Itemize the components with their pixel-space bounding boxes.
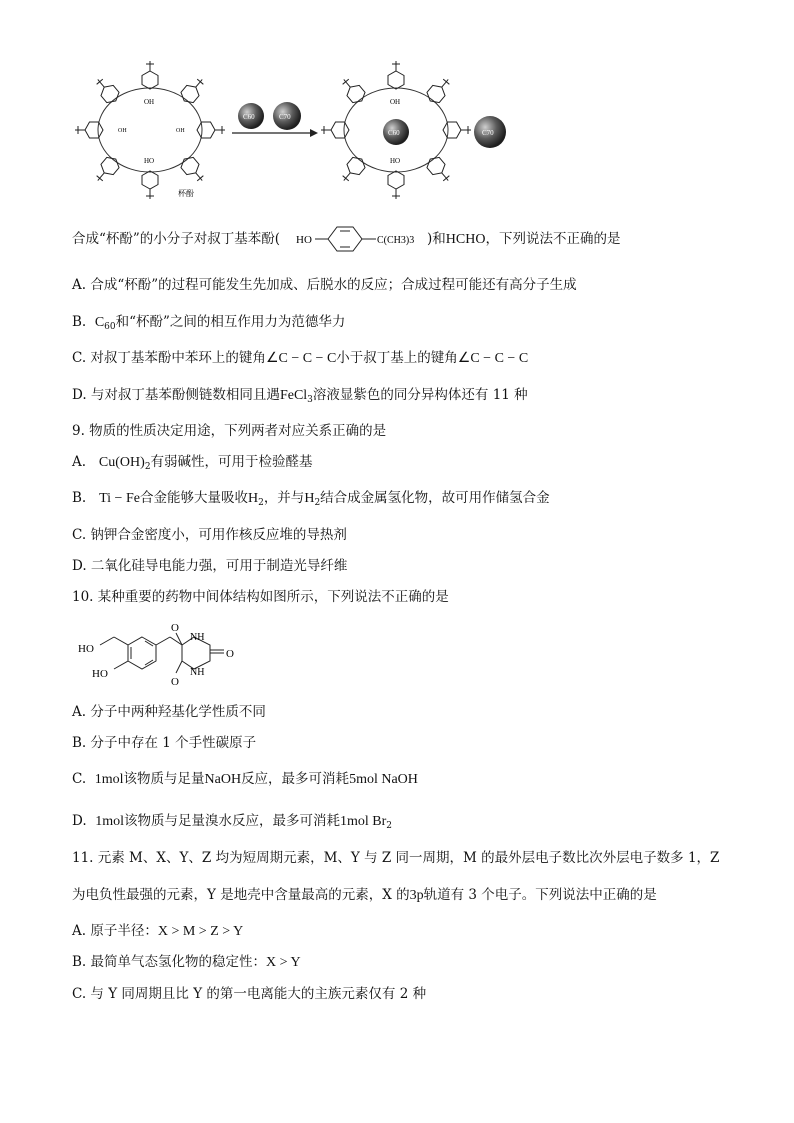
intro-suffix-b: ，下列说法不正确的是	[485, 231, 621, 247]
tife-alloy: Ti − Fe	[99, 491, 140, 506]
mol-o: O	[171, 622, 179, 634]
bond-angle: ∠C − C − C	[265, 351, 337, 366]
mol-nh: NH	[190, 667, 205, 678]
q11-option-a	[72, 922, 243, 941]
oh-label: OH	[118, 128, 127, 134]
mol-nh: NH	[190, 632, 205, 643]
ho-label: HO	[390, 157, 401, 165]
q11-option-c: C. 与 Y 同周期且比 Y 的第一电离能大的主族元素仅有 2 种	[72, 986, 427, 1002]
mol-unit: 1mol	[94, 772, 124, 787]
option-letter: B.	[72, 490, 87, 506]
option-text: 有弱碱性，可用于检验醛基	[150, 454, 313, 470]
c60-label: C60	[243, 113, 255, 121]
subscript: 2	[258, 498, 264, 508]
c70-label: C70	[279, 113, 291, 121]
h2-formula: H	[247, 491, 259, 506]
option-letter: C.	[72, 771, 87, 787]
bond-angle: ∠C − C − C	[457, 351, 529, 366]
calixarene-left	[75, 61, 225, 199]
option-text: 小于叔丁基上的键角	[336, 350, 458, 366]
q9-stem: 9. 物质的性质决定用途，下列两者对应关系正确的是	[72, 423, 387, 439]
subscript: 60	[104, 322, 116, 332]
oh-label: OH	[144, 98, 155, 106]
stem-text: 轨道有 3 个电子。下列说法中正确的是	[423, 887, 657, 903]
naoh-amount: 5mol NaOH	[349, 772, 418, 787]
option-text: 结合成金属氢化物，故可用作储氢合金	[320, 490, 550, 506]
q10-molecule	[72, 615, 252, 695]
q9-option-a	[72, 453, 313, 472]
arrow-head	[310, 129, 318, 137]
q8-option-c	[72, 349, 528, 368]
struct-tbu: C(CH3)3	[377, 235, 415, 246]
option-text: D. 与对叔丁基苯酚侧链数相同且遇	[72, 387, 280, 403]
q9-option-b	[72, 489, 550, 508]
option-text: 和“杯酚”之间的相互作用力为范德华力	[115, 314, 346, 330]
hcho: HCHO	[445, 232, 486, 247]
mol-unit: 1mol	[95, 814, 125, 829]
subscript: 3	[307, 395, 313, 405]
q10-option-b: B. 分子中存在 1 个手性碳原子	[72, 735, 257, 751]
calixarene-figure	[0, 0, 794, 215]
q10-option-c	[72, 770, 418, 789]
subscript: 2	[314, 498, 321, 508]
option-text: ，并与	[263, 490, 305, 506]
subscript: 2	[386, 821, 393, 831]
q8-option-b	[72, 313, 345, 332]
option-text: 该物质与足量溴水反应，最多可消耗	[124, 813, 341, 829]
option-text: 反应，最多可消耗	[241, 771, 350, 787]
intro-line	[72, 230, 280, 248]
h2-formula: H	[304, 491, 315, 506]
fecl3-formula: FeCl	[279, 388, 308, 403]
intro-prefix: 合成“杯酚”的小分子对叔丁基苯酚(	[72, 231, 281, 247]
mol-ho: HO	[92, 668, 108, 680]
mol-o: O	[171, 676, 179, 688]
cuoh2-formula: Cu(OH)	[98, 455, 145, 470]
stability-relation: X > Y	[266, 955, 301, 970]
oh-label: OH	[390, 98, 401, 106]
calix-label: 杯酚	[178, 189, 194, 198]
option-text: 合金能够大量吸收	[139, 490, 248, 506]
option-text: 该物质与足量	[123, 771, 205, 787]
option-text: 溶液显紫色的同分异构体还有 11 种	[312, 387, 528, 403]
option-text: A. 原子半径：	[72, 923, 158, 939]
c60-formula: C	[94, 315, 105, 330]
q10-stem: 10. 某种重要的药物中间体结构如图所示，下列说法不正确的是	[72, 589, 449, 605]
q8-option-a: A. 合成“杯酚”的过程可能发生先加成、后脱水的反应；合成过程可能还有高分子生成	[72, 277, 577, 293]
q8-option-d	[72, 386, 528, 405]
option-text: C. 对叔丁基苯酚中苯环上的键角	[72, 350, 266, 366]
q9-option-d: D. 二氧化硅导电能力强，可用于制造光导纤维	[72, 558, 348, 574]
q11-stem-line2	[72, 886, 657, 905]
tbutylphenol-structure	[290, 222, 430, 256]
q9-option-c: C. 钠钾合金密度小，可用作核反应堆的导热剂	[72, 527, 347, 543]
intro-suffix	[427, 230, 620, 249]
option-text: B. 最简单气态氢化物的稳定性：	[72, 954, 267, 970]
option-letter: A.	[72, 454, 87, 470]
br2-amount: 1mol Br	[340, 814, 387, 829]
stem-text: 为电负性最强的元素，Y 是地壳中含量最高的元素，X 的	[72, 887, 410, 903]
ho-label: HO	[144, 157, 155, 165]
option-letter: D.	[72, 813, 87, 829]
c70-label: C70	[482, 129, 494, 137]
radius-relation: X > M > Z > Y	[157, 924, 244, 939]
oh-label: OH	[176, 128, 185, 134]
q10-option-d	[72, 812, 392, 831]
mol-ho: HO	[78, 643, 94, 655]
q11-stem-line1: 11. 元素 M、X、Y、Z 均为短周期元素，M、Y 与 Z 同一周期，M 的最外层电子数比次外层电子数多 1，Z	[72, 850, 720, 866]
c60-label: C60	[388, 129, 400, 137]
q11-option-b	[72, 953, 301, 972]
mol-o: O	[226, 648, 234, 660]
option-letter: B.	[72, 314, 87, 330]
naoh-formula: NaOH	[204, 772, 242, 787]
q10-option-a: A. 分子中两种羟基化学性质不同	[72, 704, 266, 720]
intro-suffix-a: )和	[427, 231, 446, 247]
struct-ho: HO	[296, 234, 312, 246]
calixarene-right	[321, 61, 471, 199]
subscript: 2	[144, 462, 151, 472]
orbital-3p: 3p	[409, 888, 424, 903]
